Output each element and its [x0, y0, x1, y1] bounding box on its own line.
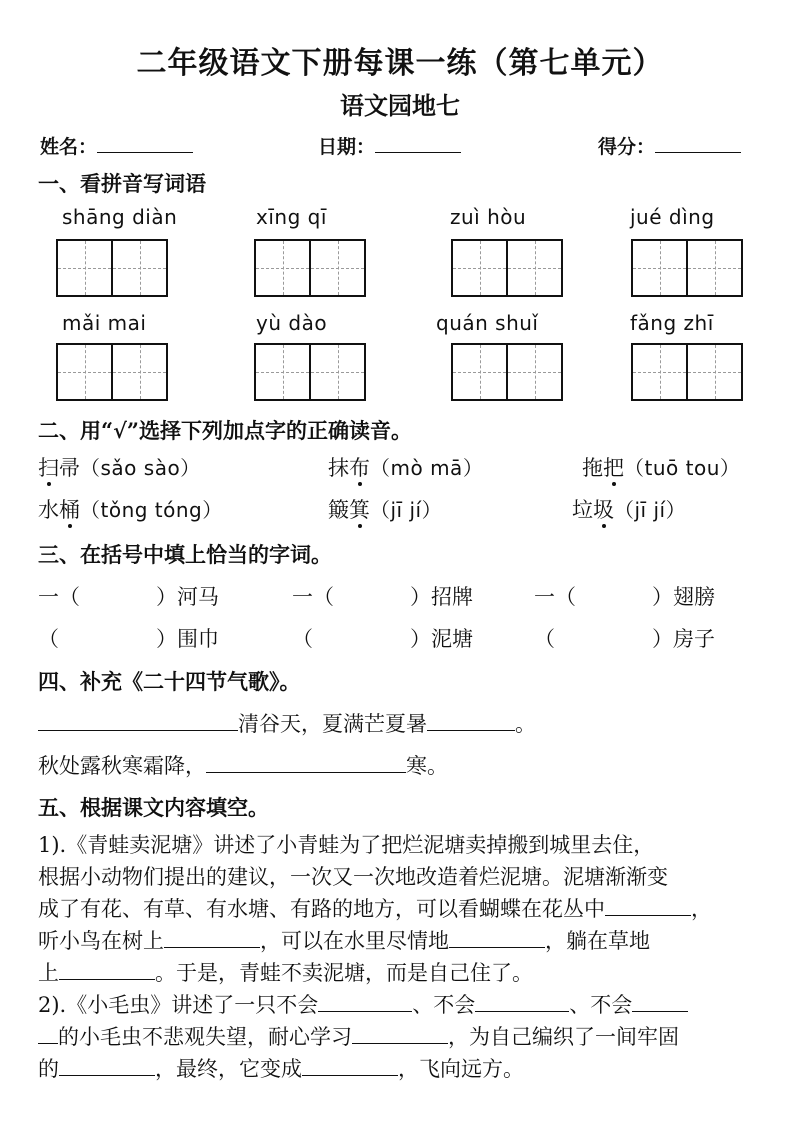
pronunciation-item[interactable] — [38, 452, 201, 482]
pinyin-label: shāng diàn — [62, 205, 178, 229]
poem-text: 秋处露秋寒霜降， — [38, 754, 206, 778]
pronunciation-item[interactable] — [582, 452, 740, 482]
score-field[interactable] — [655, 134, 741, 153]
page-subtitle: 语文园地七 — [340, 91, 460, 120]
answer-blank[interactable] — [318, 993, 412, 1012]
poem-line-1 — [38, 708, 536, 738]
poem-blank[interactable] — [427, 712, 515, 731]
word-char: 垃 — [572, 498, 593, 522]
fill-bracket-open[interactable]: 一（ — [292, 585, 334, 609]
pinyin-label: xīng qī — [256, 205, 327, 229]
paragraph-text: ，躺在草地 — [545, 929, 650, 953]
paragraph-line — [38, 1053, 524, 1083]
fill-bracket-close: ）房子 — [652, 627, 715, 651]
section4-heading: 四、补充《二十四节气歌》。 — [38, 669, 301, 694]
word-char: 拖 — [582, 456, 603, 480]
pinyin-options: （tǒng tóng） — [80, 498, 223, 522]
pinyin-label: jué dìng — [630, 205, 715, 229]
poem-blank[interactable] — [206, 754, 406, 773]
section5-heading: 五、根据课文内容填空。 — [38, 795, 269, 820]
answer-blank[interactable] — [59, 961, 155, 980]
writing-box[interactable] — [56, 343, 168, 401]
writing-box[interactable] — [451, 343, 563, 401]
writing-box[interactable] — [631, 239, 743, 297]
paragraph-text: 。于是，青蛙不卖泥塘，而是自己住了。 — [155, 961, 533, 985]
paragraph-line — [38, 925, 650, 955]
fill-bracket-close: ）围巾 — [156, 627, 219, 651]
writing-box[interactable] — [254, 343, 366, 401]
answer-blank[interactable] — [352, 1025, 448, 1044]
paragraph-line — [38, 1021, 679, 1051]
writing-box[interactable] — [56, 239, 168, 297]
paragraph-text: 的小毛虫不悲观失望，耐心学习 — [58, 1025, 352, 1049]
dotted-char: 箕 — [349, 498, 370, 522]
fill-bracket-open[interactable]: 一（ — [38, 585, 80, 609]
dotted-char: 扫 — [38, 456, 59, 480]
paragraph-line: 根据小动物们提出的建议，一次又一次地改造着烂泥塘。泥塘渐渐变 — [38, 865, 668, 889]
paragraph-text: 2).《小毛虫》讲述了一只不会 — [38, 993, 319, 1017]
pinyin-options: （jī jí） — [370, 498, 443, 522]
poem-text: 。 — [515, 712, 536, 736]
paragraph-line — [38, 989, 688, 1019]
paragraph-text: ，飞向远方。 — [398, 1057, 524, 1081]
dotted-char: 把 — [603, 456, 624, 480]
paragraph-line — [38, 893, 712, 923]
paragraph-line — [38, 957, 533, 987]
paragraph-text: 的 — [38, 1057, 59, 1081]
dotted-char: 圾 — [593, 498, 614, 522]
name-label: 姓名： — [40, 136, 98, 158]
pinyin-options: （jī jí） — [614, 498, 687, 522]
page-title: 二年级语文下册每课一练（第七单元） — [136, 46, 664, 81]
answer-blank[interactable] — [38, 1025, 58, 1044]
paragraph-line: 1).《青蛙卖泥塘》讲述了小青蛙为了把烂泥塘卖掉搬到城里去住， — [38, 833, 655, 857]
pinyin-label: zuì hòu — [450, 205, 527, 229]
paragraph-text: ，最终，它变成 — [155, 1057, 302, 1081]
paragraph-text: 成了有花、有草、有水塘、有路的地方，可以看蝴蝶在花丛中 — [38, 897, 605, 921]
poem-blank[interactable] — [38, 712, 238, 731]
pinyin-label: fǎng zhī — [630, 311, 714, 335]
answer-blank[interactable] — [302, 1057, 398, 1076]
section1-heading: 一、看拼音写词语 — [38, 171, 206, 196]
answer-blank[interactable] — [475, 993, 569, 1012]
pinyin-options: （sǎo sào） — [80, 456, 201, 480]
word-char: 抹 — [328, 456, 349, 480]
section3-heading: 三、在括号中填上恰当的字词。 — [38, 542, 332, 567]
answer-blank[interactable] — [605, 897, 691, 916]
dotted-char: 桶 — [59, 498, 80, 522]
word-char: 簸 — [328, 498, 349, 522]
paragraph-text: ，为自己编织了一间牢固 — [448, 1025, 679, 1049]
fill-bracket-close: ）招牌 — [410, 585, 473, 609]
fill-bracket-open[interactable]: （ — [534, 627, 555, 651]
name-field[interactable] — [97, 134, 193, 153]
pronunciation-item[interactable] — [572, 494, 686, 524]
poem-text: 清谷天，夏满芒夏暑 — [238, 712, 427, 736]
paragraph-text: ，可以在水里尽情地 — [260, 929, 449, 953]
poem-text: 寒。 — [406, 754, 448, 778]
section2-heading: 二、用“√”选择下列加点字的正确读音。 — [38, 418, 412, 443]
writing-box[interactable] — [254, 239, 366, 297]
date-label: 日期： — [318, 136, 376, 158]
date-field[interactable] — [375, 134, 461, 153]
pinyin-options: （mò mā） — [370, 456, 484, 480]
paragraph-text: 、不会 — [412, 993, 476, 1017]
writing-box[interactable] — [451, 239, 563, 297]
name-row — [40, 132, 193, 159]
score-label: 得分： — [598, 136, 656, 158]
pronunciation-item[interactable] — [328, 494, 442, 524]
pinyin-options: （tuō tou） — [624, 456, 741, 480]
paragraph-text: ， — [691, 897, 712, 921]
fill-bracket-close: ）泥塘 — [410, 627, 473, 651]
answer-blank[interactable] — [164, 929, 260, 948]
pronunciation-item[interactable] — [328, 452, 483, 482]
fill-bracket-open[interactable]: （ — [38, 627, 59, 651]
fill-bracket-open[interactable]: 一（ — [534, 585, 576, 609]
paragraph-text: 听小鸟在树上 — [38, 929, 164, 953]
pronunciation-item[interactable] — [38, 494, 223, 524]
paragraph-text: 、不会 — [569, 993, 633, 1017]
paragraph-text: 上 — [38, 961, 59, 985]
answer-blank[interactable] — [449, 929, 545, 948]
fill-bracket-open[interactable]: （ — [292, 627, 313, 651]
poem-line-2 — [38, 750, 448, 780]
date-row — [318, 132, 461, 159]
pinyin-label: mǎi mai — [62, 311, 147, 335]
pinyin-label: quán shuǐ — [436, 311, 539, 335]
dotted-char: 布 — [349, 456, 370, 480]
word-char: 帚 — [59, 456, 80, 480]
fill-bracket-close: ）翅膀 — [652, 585, 715, 609]
score-row — [598, 132, 741, 159]
word-char: 水 — [38, 498, 59, 522]
writing-box[interactable] — [631, 343, 743, 401]
fill-bracket-close: ）河马 — [156, 585, 219, 609]
pinyin-label: yù dào — [256, 311, 328, 335]
answer-blank[interactable] — [59, 1057, 155, 1076]
answer-blank[interactable] — [632, 993, 688, 1012]
